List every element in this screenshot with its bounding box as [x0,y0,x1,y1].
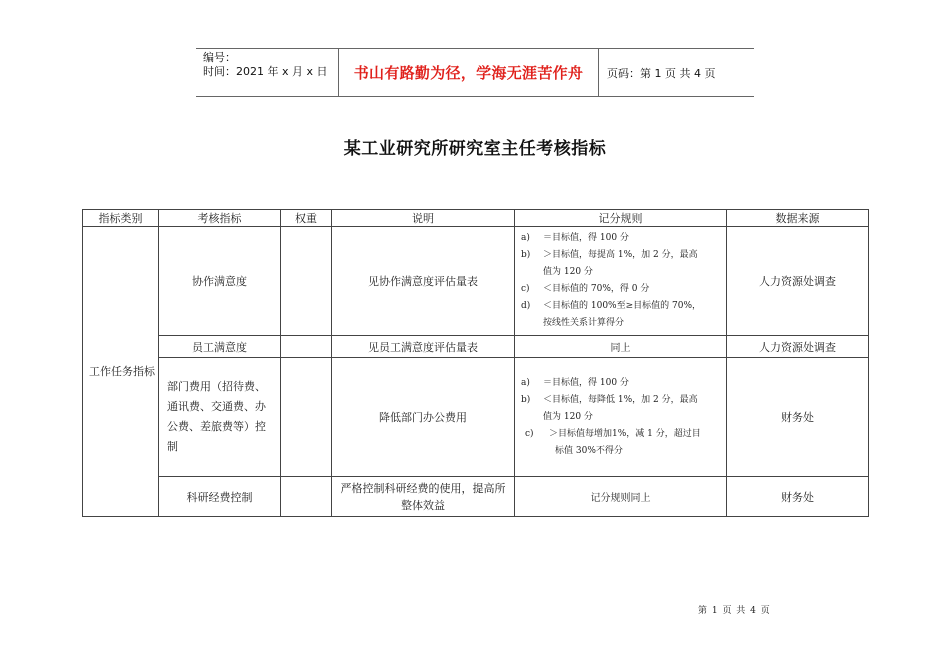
rules-cell [515,227,727,336]
page-footer: 第 1 页 共 4 页 [698,606,770,616]
rules-cell: 记分规则同上 [515,477,727,517]
table-row [83,477,869,517]
rule-line: c) ＞目标值每增加1%，减 1 分，超过目 [525,428,701,439]
header-category: 指标类别 [83,210,159,227]
rule-line: 值为 120 分 [543,411,593,422]
source-cell: 人力资源处调查 [727,336,869,358]
rule-line: a) ＝目标值，得 100 分 [521,233,629,243]
rule-line: b) ＞目标值，每提高 1%，加 2 分，最高 [521,250,698,260]
source-cell: 财务处 [727,358,869,477]
indicator-cell: 员工满意度 [159,336,281,358]
header-indicator: 考核指标 [159,210,281,227]
assessment-table [82,209,869,517]
source-cell: 人力资源处调查 [727,227,869,336]
header-description: 说明 [332,210,515,227]
table-row [83,358,869,477]
indicator-cell: 协作满意度 [159,227,281,336]
description-cell: 严格控制科研经费的使用，提高所整体效益 [332,477,515,517]
rules-cell: 同上 [515,336,727,358]
rules-cell [515,358,727,477]
table-header-row [83,210,869,227]
rule-line: b) ＜目标值，每降低 1%，加 2 分，最高 [521,394,698,405]
rule-line: 值为 120 分 [543,267,593,277]
weight-cell [281,336,332,358]
rule-line: d) ＜目标值的 100%至≥目标值的 70%， [521,301,701,311]
source-cell: 财务处 [727,477,869,517]
page-code: 页码：第 1 页 共 4 页 [607,66,716,80]
number-label: 编号： [203,51,236,64]
rule-line: 按线性关系计算得分 [543,318,625,328]
weight-cell [281,358,332,477]
rule-line: c) ＜目标值的 70%，得 0 分 [521,284,650,294]
header-weight: 权重 [281,210,332,227]
header-data-source: 数据来源 [727,210,869,227]
header-meta [196,49,339,96]
rule-line: a) ＝目标值，得 100 分 [521,377,629,388]
header-scoring-rules: 记分规则 [515,210,727,227]
description-cell: 降低部门办公费用 [332,358,515,477]
weight-cell [281,227,332,336]
time-text: 时间：2021 年 x 月 x 日 [203,65,328,78]
table-row [83,336,869,358]
motto: 书山有路勤为径，学海无涯苦作舟 [339,49,599,96]
indicator-cell: 科研经费控制 [159,477,281,517]
indicator-cell: 部门费用（招待费、通讯费、交通费、办公费、差旅费等）控制 [159,358,281,477]
document-header [196,48,754,97]
category-cell: 工作任务指标 [83,227,159,517]
rule-line: 标值 30%不得分 [555,445,623,456]
description-cell: 见员工满意度评估量表 [332,336,515,358]
document-title: 某工业研究所研究室主任考核指标 [343,139,607,159]
table-row [83,227,869,336]
description-cell: 见协作满意度评估量表 [332,227,515,336]
weight-cell [281,477,332,517]
